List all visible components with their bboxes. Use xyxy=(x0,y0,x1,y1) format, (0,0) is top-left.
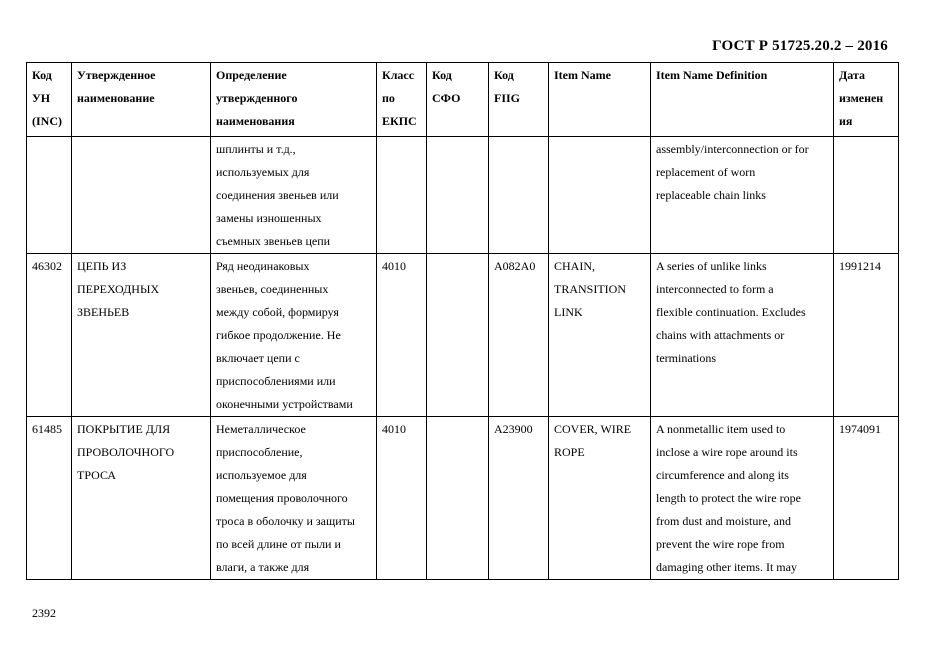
cell-approved-name: ЦЕПЬ ИЗ ПЕРЕХОДНЫХ ЗВЕНЬЕВ xyxy=(72,254,211,417)
cell-fiig-code: A082A0 xyxy=(489,254,549,417)
cell-inc-code: 61485 xyxy=(27,417,72,580)
cell-sfo-code xyxy=(427,137,489,254)
header-change-date: Дата изменен ия xyxy=(834,63,899,137)
cell-item-name xyxy=(549,137,651,254)
cell-sfo-code xyxy=(427,254,489,417)
page-number: 2392 xyxy=(32,606,56,620)
cell-definition: шплинты и т.д., используемых для соединения звеньев или замены изношенных съемных звеньев цепи xyxy=(211,137,377,254)
cell-fiig-code: A23900 xyxy=(489,417,549,580)
cell-change-date xyxy=(834,137,899,254)
header-fiig-code: Код FIIG xyxy=(489,63,549,137)
cell-change-date: 1991214 xyxy=(834,254,899,417)
cell-change-date: 1974091 xyxy=(834,417,899,580)
cell-sfo-code xyxy=(427,417,489,580)
header-inc-code: Код УН (INC) xyxy=(27,63,72,137)
header-item-name: Item Name xyxy=(549,63,651,137)
cell-inc-code: 46302 xyxy=(27,254,72,417)
cell-approved-name: ПОКРЫТИЕ ДЛЯ ПРОВОЛОЧНОГО ТРОСА xyxy=(72,417,211,580)
cell-inc-code xyxy=(27,137,72,254)
cell-ekps-class: 4010 xyxy=(377,254,427,417)
header-ekps-class: Класс по ЕКПС xyxy=(377,63,427,137)
table-row xyxy=(27,137,899,254)
cell-item-name-definition: A series of unlike links interconnected to form a flexible continuation. Excludes chains with attachments or terminations xyxy=(651,254,834,417)
header-definition: Определение утвержденного наименования xyxy=(211,63,377,137)
table-row xyxy=(27,417,899,580)
cell-definition: Ряд неодинаковых звеньев, соединенных между собой, формируя гибкое продолжение. Не включает цепи с приспособлениями или оконечными устройствами xyxy=(211,254,377,417)
cell-fiig-code xyxy=(489,137,549,254)
cell-ekps-class xyxy=(377,137,427,254)
document-standard-number: ГОСТ Р 51725.20.2 – 2016 xyxy=(712,38,888,54)
cell-item-name-definition: assembly/interconnection or for replacement of worn replaceable chain links xyxy=(651,137,834,254)
cell-item-name-definition: A nonmetallic item used to inclose a wire rope around its circumference and along its length to protect the wire rope from dust and moisture, and prevent the wire rope from damaging other items. It may xyxy=(651,417,834,580)
catalog-table xyxy=(26,62,899,580)
cell-item-name: COVER, WIRE ROPE xyxy=(549,417,651,580)
cell-definition: Неметаллическое приспособление, используемое для помещения проволочного троса в оболочку и защиты по всей длине от пыли и влаги, а также для xyxy=(211,417,377,580)
cell-item-name: CHAIN, TRANSITION LINK xyxy=(549,254,651,417)
table-row xyxy=(27,254,899,417)
header-approved-name: Утвержденное наименование xyxy=(72,63,211,137)
cell-ekps-class: 4010 xyxy=(377,417,427,580)
cell-approved-name xyxy=(72,137,211,254)
header-item-name-definition: Item Name Definition xyxy=(651,63,834,137)
table-header-row xyxy=(27,63,899,137)
header-sfo-code: Код СФО xyxy=(427,63,489,137)
